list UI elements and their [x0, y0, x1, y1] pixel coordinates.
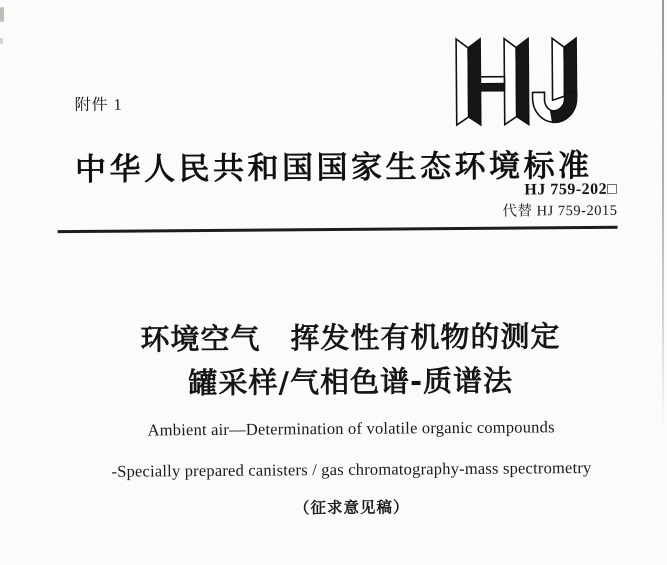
standard-number-block [502, 182, 617, 219]
title-cn-line2: 罐采样/气相色谱-质谱法 [188, 363, 514, 401]
draft-note: （征求意见稿） [293, 498, 410, 518]
title-en-line1: Ambient air—Determination of volatile organic compounds [147, 417, 555, 440]
divider-rule [58, 226, 618, 233]
attachment-label: 附件 1 [74, 96, 123, 115]
standard-number: HJ 759-202□ [524, 180, 618, 199]
replaces-note: 代替 HJ 759-2015 [502, 202, 618, 220]
title-en-line2: -Specially prepared canisters / gas chromatography-mass spectrometry [111, 457, 592, 481]
national-standard-heading: 中华人民共和国国家生态环境标准 [74, 147, 593, 188]
hj-logo [454, 34, 587, 129]
title-cn-line1: 环境空气 挥发性有机物的测定 [140, 319, 561, 357]
